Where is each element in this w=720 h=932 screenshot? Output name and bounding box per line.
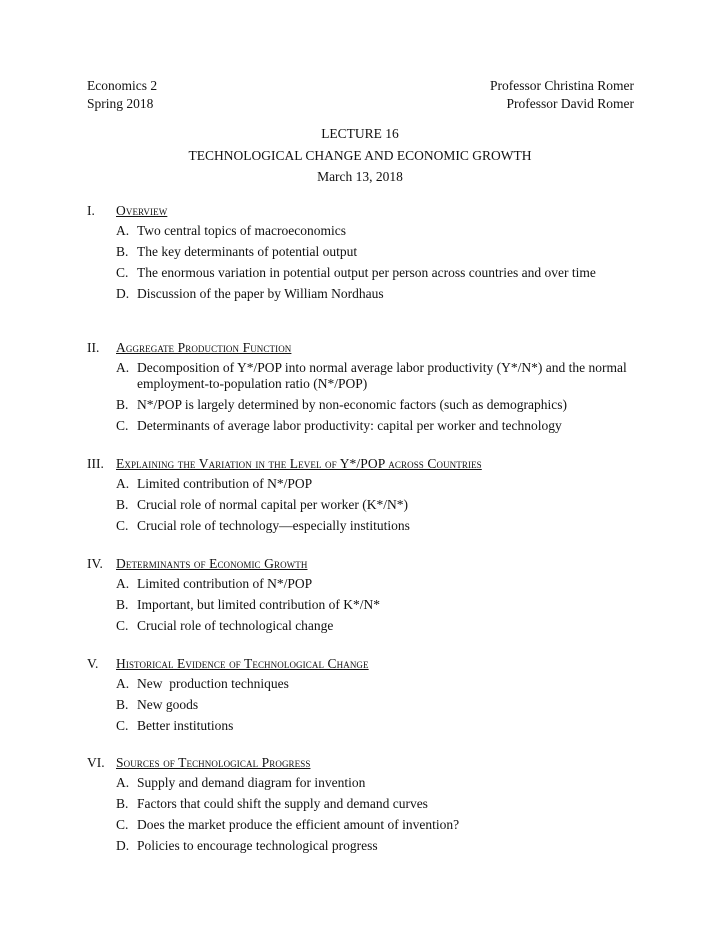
item-letter: D.	[116, 286, 130, 301]
item-letter: C.	[116, 518, 129, 533]
item-text: Discussion of the paper by William Nordhaus	[137, 286, 384, 301]
professor-2: Professor David Romer	[506, 96, 634, 111]
item-letter: B.	[116, 497, 129, 512]
item-letter: B.	[116, 397, 129, 412]
item-letter: B.	[116, 244, 129, 259]
section-heading	[87, 754, 647, 772]
list-item	[116, 497, 647, 513]
list-item	[116, 418, 647, 434]
header-row-1	[87, 76, 634, 95]
section-3	[87, 455, 647, 539]
list-item	[116, 397, 647, 413]
list-item	[116, 476, 647, 492]
term: Spring 2018	[87, 96, 154, 111]
item-text: Supply and demand diagram for invention	[137, 775, 366, 790]
item-text: Crucial role of normal capital per worker (K*/N*)	[137, 497, 409, 512]
item-text: Crucial role of technological change	[137, 618, 334, 633]
section-heading	[87, 339, 647, 357]
item-text: Does the market produce the efficient amount of invention?	[137, 817, 460, 832]
list-item	[116, 286, 647, 302]
outline-list	[116, 360, 647, 434]
item-text: Limited contribution of N*/POP	[137, 576, 313, 591]
section-4	[87, 555, 647, 639]
item-text: Two central topics of macroeconomics	[137, 223, 346, 238]
item-letter: A.	[116, 775, 130, 790]
item-letter: D.	[116, 838, 130, 853]
item-letter: B.	[116, 697, 129, 712]
item-text: Crucial role of technology—especially institutions	[137, 518, 410, 533]
item-text: Decomposition of Y*/POP into normal average labor productivity (Y*/N*) and the normal employment-to-population ratio (N*/POP)	[137, 360, 627, 391]
header-row-2	[87, 94, 634, 113]
section-heading	[87, 202, 647, 220]
section-numeral: IV.	[87, 556, 103, 571]
item-text: N*/POP is largely determined by non-economic factors (such as demographics)	[137, 397, 568, 412]
item-letter: A.	[116, 360, 130, 375]
item-letter: A.	[116, 676, 130, 691]
outline-list	[116, 576, 647, 634]
item-letter: A.	[116, 576, 130, 591]
list-item	[116, 838, 647, 854]
item-text: Policies to encourage technological progress	[137, 838, 378, 853]
list-item	[116, 223, 647, 239]
list-item	[116, 718, 647, 734]
list-item	[116, 775, 647, 791]
item-text: Factors that could shift the supply and demand curves	[137, 796, 428, 811]
item-text: New goods	[137, 697, 199, 712]
section-6	[87, 754, 647, 859]
professor-1: Professor Christina Romer	[490, 78, 634, 93]
section-numeral: III.	[87, 456, 104, 471]
list-item	[116, 676, 647, 692]
outline-list	[116, 223, 647, 302]
item-text: Limited contribution of N*/POP	[137, 476, 313, 491]
section-numeral: II.	[87, 340, 100, 355]
item-letter: B.	[116, 597, 129, 612]
list-item	[116, 244, 647, 260]
list-item	[116, 597, 647, 613]
item-letter: A.	[116, 223, 130, 238]
list-item	[116, 518, 647, 534]
list-item	[116, 618, 647, 634]
lecture-number: LECTURE 16	[321, 126, 399, 141]
item-letter: C.	[116, 265, 129, 280]
list-item	[116, 265, 647, 281]
item-text: Better institutions	[137, 718, 234, 733]
list-item	[116, 796, 647, 812]
section-1	[87, 202, 647, 307]
item-letter: C.	[116, 817, 129, 832]
section-title: Sources of Technological Progress	[116, 755, 311, 770]
section-title: Aggregate Production Function	[116, 340, 292, 355]
outline-list	[116, 676, 647, 734]
section-title: Explaining the Variation in the Level of Y*/POP across Countries	[116, 456, 482, 471]
item-letter: C.	[116, 718, 129, 733]
section-numeral: V.	[87, 656, 99, 671]
item-text: Determinants of average labor productivity: capital per worker and technology	[137, 418, 562, 433]
outline-list	[116, 775, 647, 854]
section-5	[87, 655, 647, 739]
section-title: Overview	[116, 203, 168, 218]
outline-list	[116, 476, 647, 534]
section-2	[87, 339, 647, 439]
section-heading	[87, 655, 647, 673]
list-item	[116, 360, 647, 392]
list-item	[116, 817, 647, 833]
list-item	[116, 576, 647, 592]
item-text: New production techniques	[137, 676, 289, 691]
section-heading	[87, 555, 647, 573]
lecture-date: March 13, 2018	[317, 169, 403, 184]
item-letter: B.	[116, 796, 129, 811]
section-title: Determinants of Economic Growth	[116, 556, 308, 571]
item-letter: C.	[116, 618, 129, 633]
item-text: The key determinants of potential output	[137, 244, 358, 259]
item-text: The enormous variation in potential output per person across countries and over time	[137, 265, 596, 280]
section-title: Historical Evidence of Technological Change	[116, 656, 369, 671]
section-heading	[87, 455, 647, 473]
section-numeral: I.	[87, 203, 95, 218]
item-text: Important, but limited contribution of K*/N*	[137, 597, 380, 612]
course-name: Economics 2	[87, 78, 158, 93]
section-numeral: VI.	[87, 755, 105, 770]
lecture-topic: TECHNOLOGICAL CHANGE AND ECONOMIC GROWTH	[188, 148, 532, 163]
list-item	[116, 697, 647, 713]
item-letter: A.	[116, 476, 130, 491]
item-letter: C.	[116, 418, 129, 433]
